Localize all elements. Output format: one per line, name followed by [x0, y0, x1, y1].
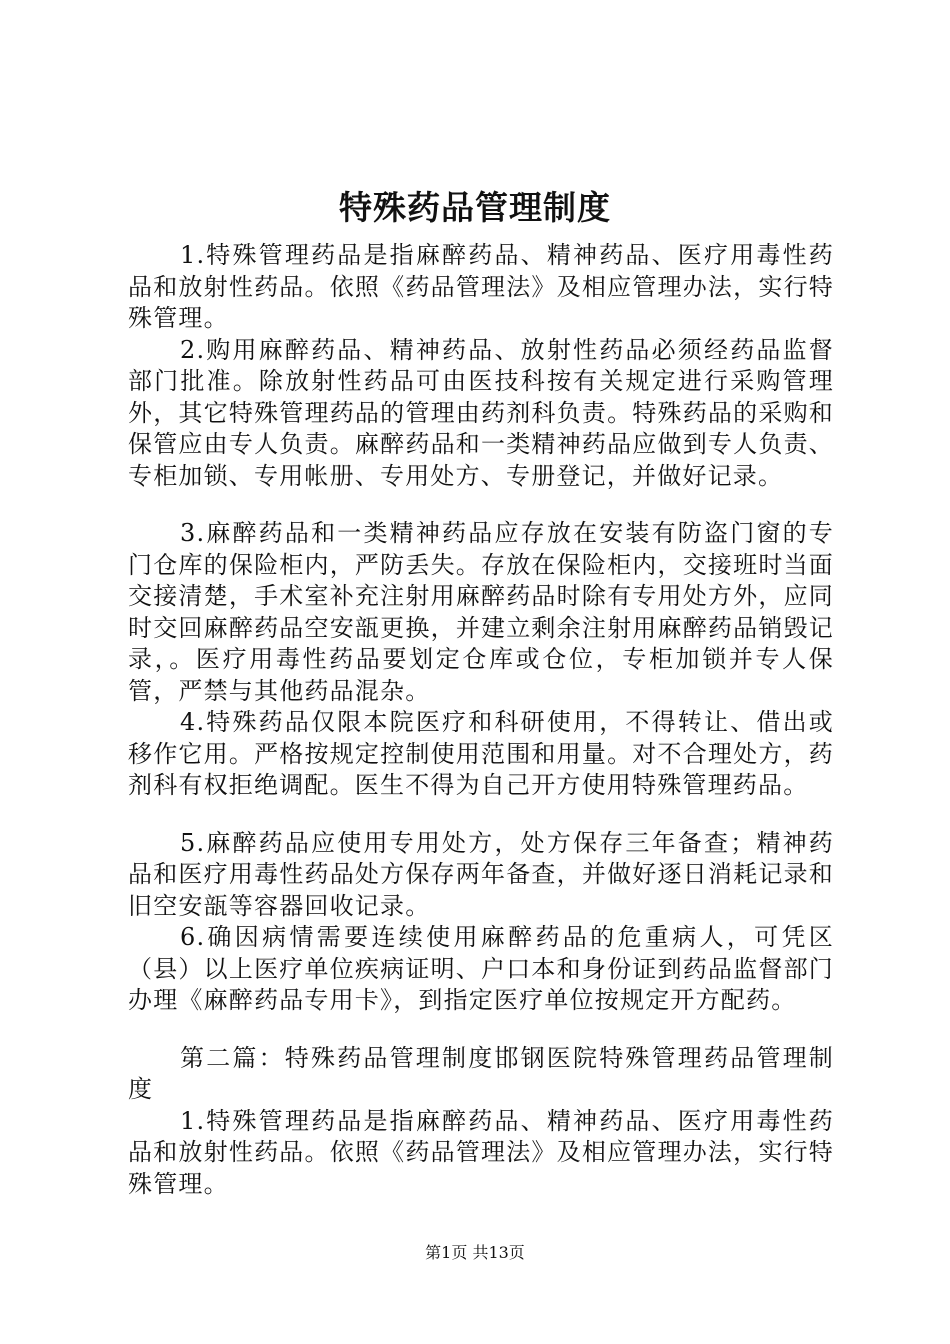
paragraph-3: 3.麻醉药品和一类精神药品应存放在安装有防盗门窗的专门仓库的保险柜内，严防丢失。存放在保险柜内，交接班时当面交接清楚，手术室补充注射用麻醉药品时除有专用处方外，应同时交回麻醉药品空安瓿更换，并建立剩余注射用麻醉药品销毁记录，。医疗用毒性药品要划定仓库或仓位，专柜加锁并专人保管，严禁与其他药品混杂。 — [128, 519, 834, 705]
section-heading-part-two: 第二篇：特殊药品管理制度邯钢医院特殊管理药品管理制度 — [128, 1043, 834, 1103]
paragraph-1: 1.特殊管理药品是指麻醉药品、精神药品、医疗用毒性药品和放射性药品。依照《药品管理法》及相应管理办法，实行特殊管理。 — [128, 241, 834, 332]
paragraph-7: 1.特殊管理药品是指麻醉药品、精神药品、医疗用毒性药品和放射性药品。依照《药品管理法》及相应管理办法，实行特殊管理。 — [128, 1106, 834, 1198]
paragraph-2: 2.购用麻醉药品、精神药品、放射性药品必须经药品监督部门批准。除放射性药品可由医技科按有关规定进行采购管理外，其它特殊管理药品的管理由药剂科负责。特殊药品的采购和保管应由专人负责。麻醉药品和一类精神药品应做到专人负责、专柜加锁、专用帐册、专用处方、专册登记，并做好记录。 — [128, 335, 834, 490]
paragraph-5: 5.麻醉药品应使用专用处方，处方保存三年备查；精神药品和医疗用毒性药品处方保存两年备查，并做好逐日消耗记录和旧空安瓿等容器回收记录。 — [128, 828, 834, 920]
page-indicator: 第1页 共13页 — [425, 1243, 525, 1262]
document-body — [128, 240, 834, 1200]
paragraph-6: 6.确因病情需要连续使用麻醉药品的危重病人，可凭区（县）以上医疗单位疾病证明、户口本和身份证到药品监督部门办理《麻醉药品专用卡》，到指定医疗单位按规定开方配药。 — [128, 923, 834, 1014]
paragraph-4: 4.特殊药品仅限本院医疗和科研使用，不得转让、借出或移作它用。严格按规定控制使用范围和用量。对不合理处方，药剂科有权拒绝调配。医生不得为自己开方使用特殊管理药品。 — [128, 708, 834, 799]
document-title: 特殊药品管理制度 — [339, 188, 611, 227]
